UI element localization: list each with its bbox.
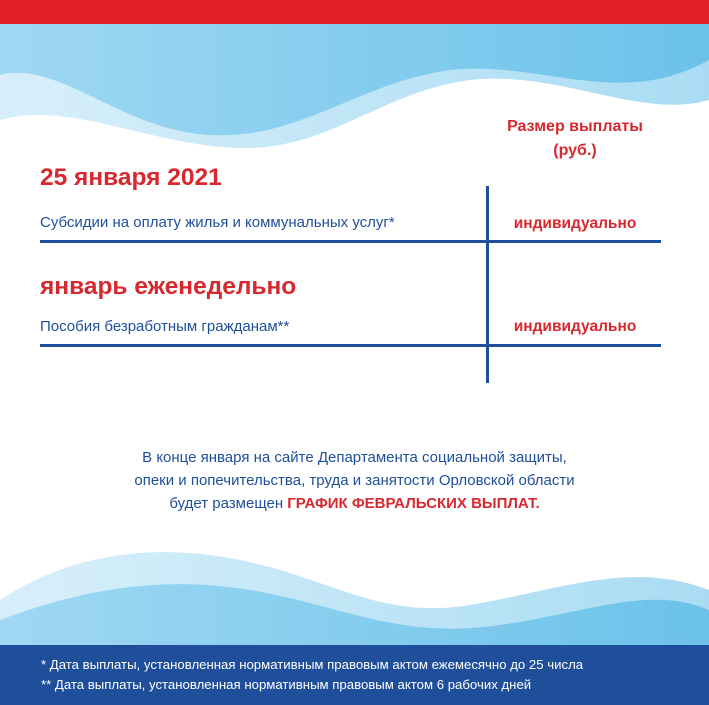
section-title-date: 25 января 2021 [40, 164, 222, 191]
divider-line [40, 240, 661, 243]
divider-line [40, 344, 661, 347]
footnote-2: ** Дата выплаты, установленная нормативным правовым актом 6 рабочих дней [41, 677, 532, 692]
column-header-line1: Размер выплаты [507, 118, 643, 135]
item-unemployment-benefit: Пособия безработным гражданам** [40, 318, 290, 335]
notice-line2: опеки и попечительства, труда и занятости Орловской области [134, 472, 575, 489]
notice-line3-prefix: будет размещен [169, 495, 288, 512]
footnote-1: * Дата выплаты, установленная нормативным правовым актом ежемесячно до 25 числа [41, 657, 584, 672]
value-housing-subsidy: индивидуально [513, 215, 637, 232]
column-header-line2: (руб.) [553, 142, 597, 159]
footnotes-bar [0, 645, 709, 705]
notice-line1: В конце января на сайте Департамента социальной защиты, [142, 449, 567, 466]
notice-line3 [0, 492, 709, 515]
column-divider [486, 186, 489, 383]
top-red-bar [0, 0, 709, 24]
column-header [490, 115, 660, 163]
section-title-weekly: январь еженедельно [40, 273, 297, 300]
notice-text [0, 446, 709, 515]
item-housing-subsidy: Субсидии на оплату жилья и коммунальных услуг* [40, 214, 395, 231]
value-unemployment-benefit: индивидуально [513, 318, 637, 335]
notice-highlight: ГРАФИК ФЕВРАЛЬСКИХ ВЫПЛАТ. [287, 495, 540, 512]
